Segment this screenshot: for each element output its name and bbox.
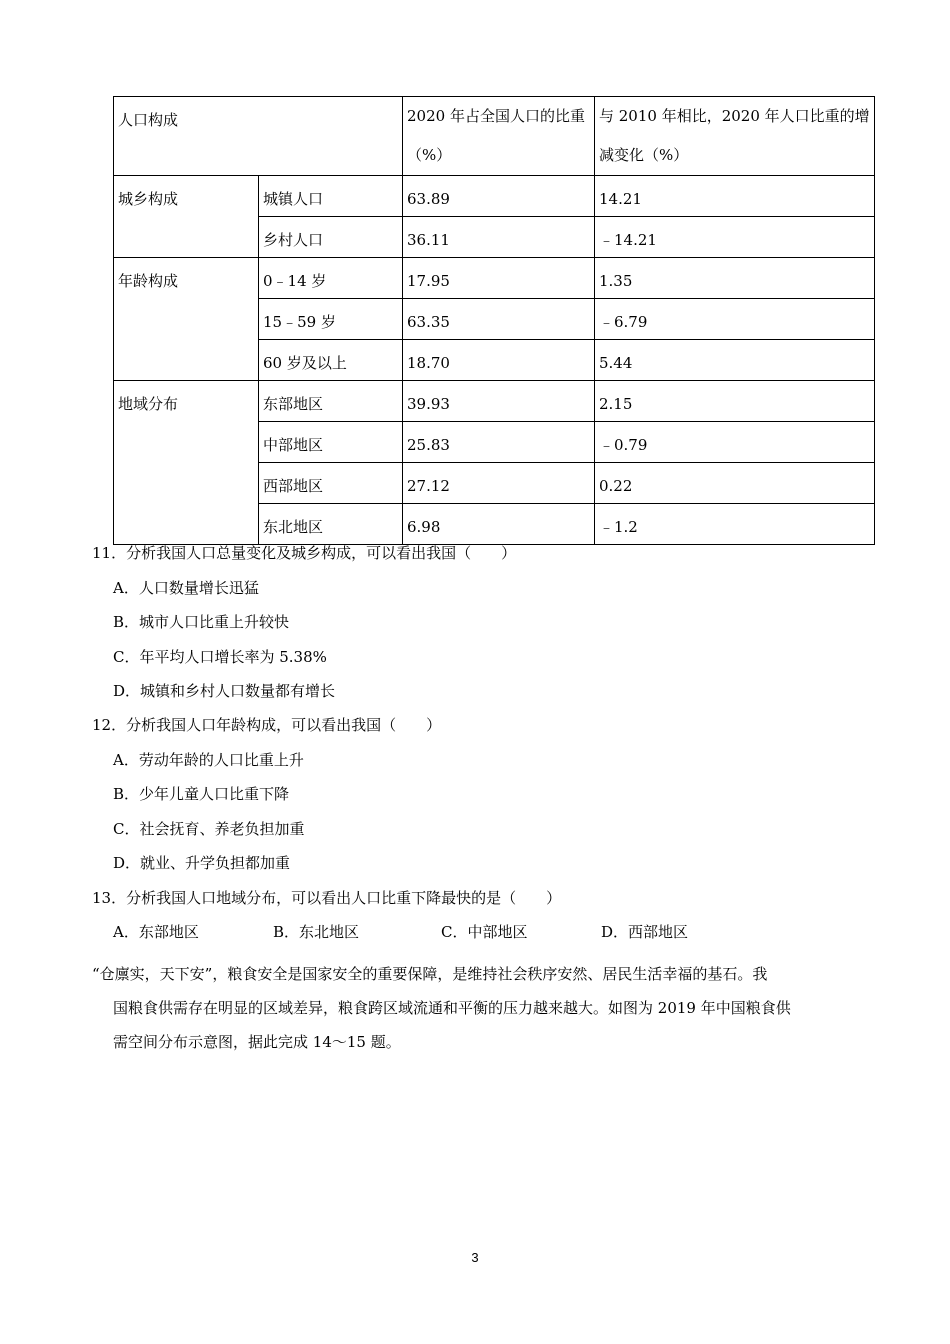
row-label: 西部地区 xyxy=(259,463,403,504)
question-11-stem: 11．分析我国人口总量变化及城乡构成，可以看出我国（ ） xyxy=(92,544,517,562)
population-table xyxy=(113,96,875,545)
question-11-option-a[interactable]: A．人口数量增长迅猛 xyxy=(113,579,259,597)
question-11-option-c[interactable]: C．年平均人口增长率为 5.38% xyxy=(113,648,327,666)
row-share: 17.95 xyxy=(403,258,595,299)
row-label: 乡村人口 xyxy=(259,217,403,258)
row-label: 东部地区 xyxy=(259,381,403,422)
row-label: 城镇人口 xyxy=(259,176,403,217)
question-12-option-d[interactable]: D．就业、升学负担都加重 xyxy=(113,854,291,872)
passage-line-2: 国粮食供需存在明显的区域差异，粮食跨区域流通和平衡的压力越来越大。如图为 2019 年中国粮食供 xyxy=(113,999,791,1017)
page-number: 3 xyxy=(471,1250,479,1265)
question-13-option-d[interactable]: D．西部地区 xyxy=(601,923,689,941)
table-row xyxy=(114,176,875,217)
question-12-option-b[interactable]: B．少年儿童人口比重下降 xyxy=(113,785,290,803)
row-label: 中部地区 xyxy=(259,422,403,463)
row-share: 6.98 xyxy=(403,504,595,545)
row-share: 27.12 xyxy=(403,463,595,504)
table-row xyxy=(114,381,875,422)
passage-line-1: “仓廪实，天下安”，粮食安全是国家安全的重要保障，是维持社会秩序安然、居民生活幸福的基石。我 xyxy=(92,965,768,983)
row-change: ﹣14.21 xyxy=(595,217,875,258)
row-label: 东北地区 xyxy=(259,504,403,545)
question-11-option-b[interactable]: B．城市人口比重上升较快 xyxy=(113,613,290,631)
question-13-stem: 13．分析我国人口地域分布，可以看出人口比重下降最快的是（ ） xyxy=(92,889,562,907)
header-share-2020: 2020 年占全国人口的比重（%） xyxy=(403,97,595,176)
question-13-options xyxy=(113,922,873,942)
question-12-stem: 12．分析我国人口年龄构成，可以看出我国（ ） xyxy=(92,716,442,734)
row-change: 0.22 xyxy=(595,463,875,504)
row-change: 2.15 xyxy=(595,381,875,422)
passage-line-3: 需空间分布示意图，据此完成 14～15 题。 xyxy=(113,1033,401,1051)
group-name: 地域分布 xyxy=(114,381,259,545)
question-13-option-b[interactable]: B．东北地区 xyxy=(273,923,360,941)
row-change: 5.44 xyxy=(595,340,875,381)
row-label: 15﹣59 岁 xyxy=(259,299,403,340)
row-share: 63.35 xyxy=(403,299,595,340)
row-change: 1.35 xyxy=(595,258,875,299)
row-share: 36.11 xyxy=(403,217,595,258)
passage xyxy=(92,957,876,1059)
row-share: 25.83 xyxy=(403,422,595,463)
question-12-option-c[interactable]: C．社会抚育、养老负担加重 xyxy=(113,820,305,838)
row-label: 0﹣14 岁 xyxy=(259,258,403,299)
row-label: 60 岁及以上 xyxy=(259,340,403,381)
group-name: 年龄构成 xyxy=(114,258,259,381)
row-share: 39.93 xyxy=(403,381,595,422)
header-population-structure: 人口构成 xyxy=(114,97,403,176)
header-change-vs-2010: 与 2010 年相比，2020 年人口比重的增减变化（%） xyxy=(595,97,875,176)
row-change: ﹣6.79 xyxy=(595,299,875,340)
row-change: ﹣1.2 xyxy=(595,504,875,545)
question-13-option-c[interactable]: C．中部地区 xyxy=(441,923,528,941)
group-name: 城乡构成 xyxy=(114,176,259,258)
table-row xyxy=(114,258,875,299)
row-change: ﹣0.79 xyxy=(595,422,875,463)
row-share: 18.70 xyxy=(403,340,595,381)
row-change: 14.21 xyxy=(595,176,875,217)
table-header-row xyxy=(114,97,875,176)
question-11-option-d[interactable]: D．城镇和乡村人口数量都有增长 xyxy=(113,682,336,700)
row-share: 63.89 xyxy=(403,176,595,217)
question-13-option-a[interactable]: A．东部地区 xyxy=(113,923,199,941)
question-12-option-a[interactable]: A．劳动年龄的人口比重上升 xyxy=(113,751,304,769)
